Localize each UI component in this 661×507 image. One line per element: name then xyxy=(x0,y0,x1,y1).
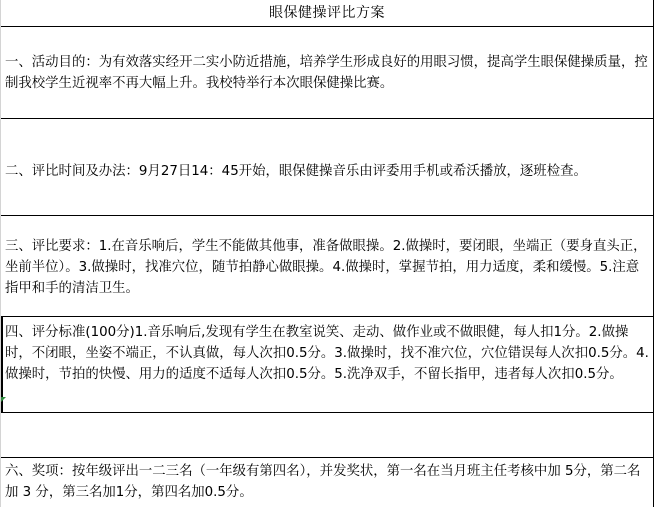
cell-awards[interactable] xyxy=(1,458,653,507)
awards-text: 六、奖项：按年级评出一二三名（一年级有第四名），并发奖状，第一名在当月班主任考核中加 5分，第二名加 3 分，第三名加1分，第四名加0.5分。 xyxy=(5,464,641,500)
cell-requirements[interactable] xyxy=(1,216,653,317)
cell-comment-marker-icon xyxy=(1,397,6,402)
sheet-title-cell[interactable] xyxy=(1,0,653,27)
time-method-text: 二、评比时间及办法：9月27日14：45开始，眼保健操音乐由评委用手机或希沃播放，逐班检查。 xyxy=(5,164,587,179)
cell-time-method[interactable] xyxy=(1,119,653,216)
scoring-text: 四、评分标准(100分)1.音乐响后,发现有学生在教室说笑、走动、做作业或不做眼健，每人扣1分。2.做操时，不闭眼，坐姿不端正，不认真做，每人次扣0.5分。3.做操时，找不准穴位，穴位错误每人次扣0.5分。4.做操时，节拍的快慢、用力的适度不适每人次扣0.5分。5.洗净双手，不留长指甲，违者每人次扣0.5分。 xyxy=(5,325,649,382)
grid-line-right xyxy=(653,0,654,507)
cell-scoring-selected[interactable] xyxy=(1,317,653,413)
cell-judges[interactable] xyxy=(1,413,653,458)
purpose-text: 一、活动目的：为有效落实经开二实小防近措施，培养学生形成良好的用眼习惯，提高学生眼保健操质量，控制我校学生近视率不再大幅上升。我校特举行本次眼保健操比赛。 xyxy=(5,55,648,91)
requirements-text: 三、评比要求：1.在音乐响后，学生不能做其他事，准备做眼操。2.做操时，要闭眼，坐端正（要身直头正，坐前半位）。3.做操时，找准穴位，随节拍静心做眼操。4.做操时，掌握节拍，用力适度，柔和缓慢。5.注意指甲和手的清洁卫生。 xyxy=(5,239,647,296)
sheet-title: 眼保健操评比方案 xyxy=(269,5,385,21)
cell-purpose[interactable] xyxy=(1,27,653,119)
